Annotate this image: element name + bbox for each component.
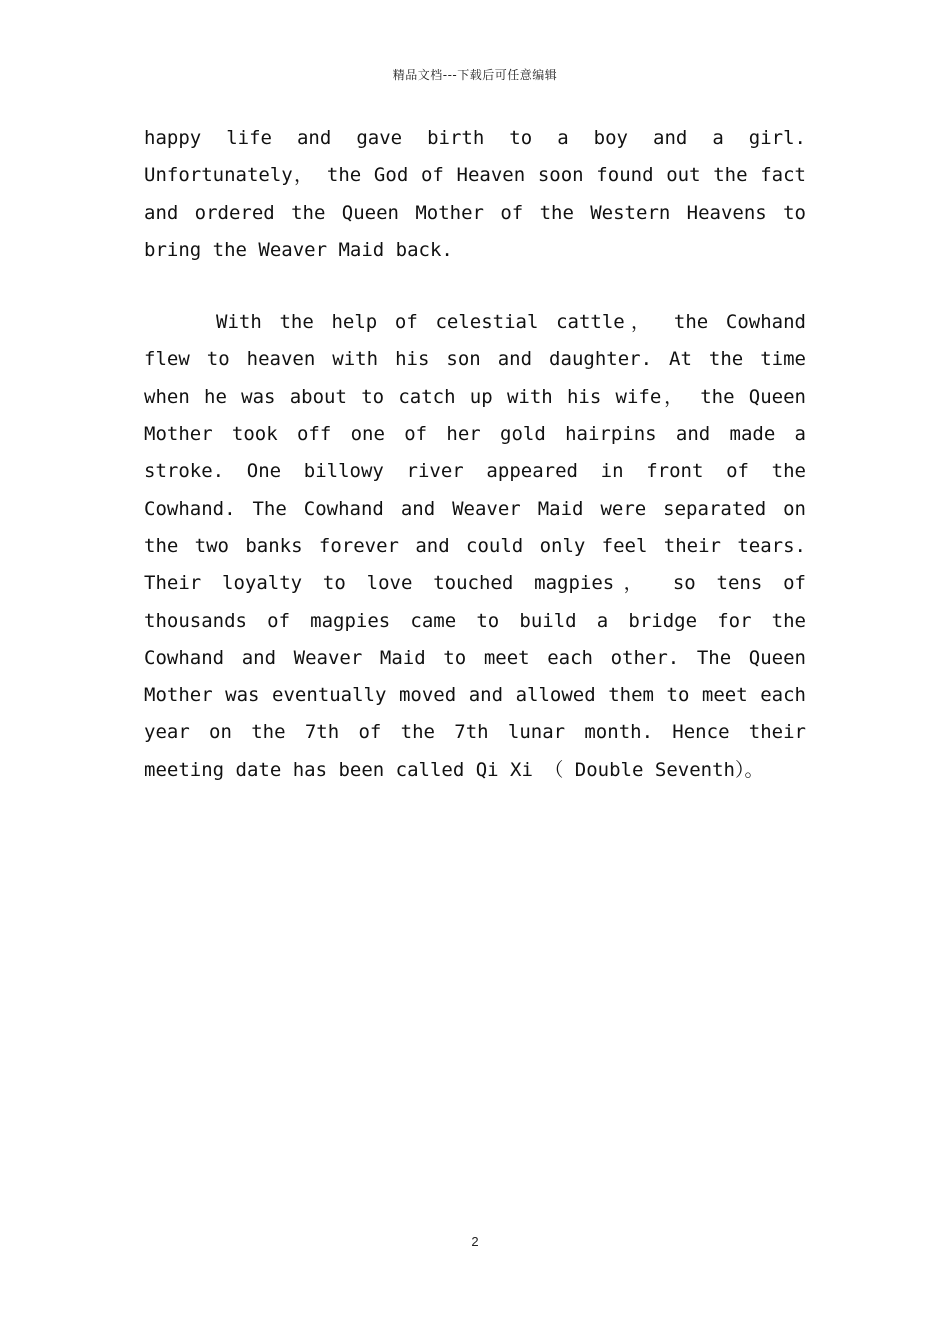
page-number: 2: [471, 1234, 479, 1249]
paragraph-1: happy life and gave birth to a boy and a girl. Unfortunately， the God of Heaven soon found out the fact and ordered the Queen Mother of the Western Heavens to bring the Weaver Maid back.: [144, 127, 806, 261]
page-header: 精品文档---下载后可任意编辑: [392, 68, 558, 82]
paragraph-2: With the help of celestial cattle， the Cowhand flew to heaven with his son and daughter. At the time when he was about to catch up with his wife， the Queen Mother took off one of her gold hairpins and made a stroke. One billowy river appeared in front of the Cowhand. The Cowhand and Weaver Maid were separated on the two banks forever and could only feel their tears. Their loyalty to love touched magpies， so tens of thousands of magpies came to build a bridge for the Cowhand and Weaver Maid to meet each other. The Queen Mother was eventually moved and allowed them to meet each year on the 7th of the 7th lunar month. Hence their meeting date has been called Qi Xi （ Double Seventh）。: [144, 311, 806, 781]
document-body: [144, 120, 806, 789]
